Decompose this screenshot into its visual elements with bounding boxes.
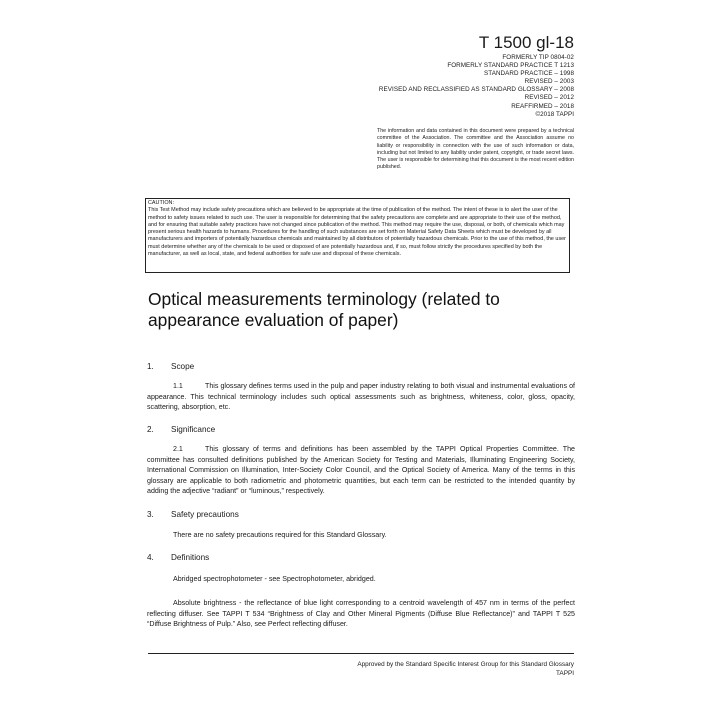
paragraph-number: 2.1 — [173, 445, 183, 453]
caution-text: This Test Method may include safety precautions which are believed to be appropriate at the time of publication of the method. The intent of these is to alert the user of the method to safety issues related to such use. The user is responsible for determining that the safety precautions are complete and are appropriate to their use of the method, and for ensuring that suitable safety practices have not changed since publication of the method. This method may require the use, disposal, or both, of chemicals which may present serious health hazards to humans. Procedures for the handling of such substances are set forth on Material Safety Data Sheets which must be developed by all manufacturers and importers of potentially hazardous chemicals and maintained by all distributors of potentially hazardous chemicals. Prior to the use of this method, the user must determine whether any of the chemicals to be used or disposed of are potentially hazardous and, if so, must follow strictly the procedures specified by both the manufacturer, as well as local, state, and federal authorities for safe use and disposal of these chemicals. — [148, 207, 566, 258]
section-title: Scope — [171, 362, 195, 371]
document-header — [214, 34, 574, 119]
disclaimer-text: The information and data contained in this document were prepared by a technical committee of the Association. The committee and the Association assume no liability or responsibility in connection with the use of such information or data, including but not limited to any liability under patent, copyright, or trade secret laws. The user is responsible for determining that this document is the most recent edition published. — [377, 128, 574, 171]
paragraph-number: 1.1 — [173, 382, 183, 390]
history-line: STANDARD PRACTICE – 1998 — [484, 70, 574, 78]
section-title: Definitions — [171, 553, 210, 562]
footer-divider — [148, 653, 574, 654]
section-number: 4. — [147, 553, 154, 562]
document-number: T 1500 gl-18 — [478, 33, 574, 52]
section-title: Safety precautions — [171, 510, 239, 519]
significance-paragraph — [147, 444, 575, 497]
scope-paragraph — [147, 381, 575, 413]
safety-paragraph: There are no safety precautions required for this Standard Glossary. — [173, 531, 387, 539]
footer-org: TAPPI — [556, 670, 574, 677]
history-line: REVISED – 2012 — [524, 94, 574, 102]
section-heading-definitions — [147, 553, 209, 562]
paragraph-text: This glossary defines terms used in the pulp and paper industry relating to both visual and instrumental evaluations of appearance. This technical terminology includes such optical assessments such as brightness, whiteness, color, gloss, opacity, scattering, absorption, etc. — [147, 382, 575, 412]
caution-box — [145, 198, 570, 273]
history-line: FORMERLY TIP 0804-02 — [502, 54, 574, 61]
section-heading-scope — [147, 362, 194, 371]
definition-entry: Abridged spectrophotometer - see Spectrophotometer, abridged. — [173, 575, 376, 583]
history-line: FORMERLY STANDARD PRACTICE T 1213 — [447, 62, 574, 70]
section-heading-safety — [147, 510, 239, 519]
paragraph-text: This glossary of terms and definitions has been assembled by the TAPPI Optical Properties Committee. The committee has consulted definitions published by the American Society for Testing and Materials, Illuminating Engineering Society, International Commission on Illumination, Inter-Society Color Council, and the Optical Society of America. Many of the terms in this glossary are applicable to both radiometric and photometric quantities, but each term can be restricted to the intended quantity by adding the adjective “radiant” or “luminous,” respectively. — [147, 445, 575, 496]
history-line: REVISED – 2003 — [524, 78, 574, 86]
approval-statement: Approved by the Standard Specific Interest Group for this Standard Glossary — [357, 661, 574, 668]
section-heading-significance — [147, 425, 215, 434]
caution-label: CAUTION: — [148, 200, 174, 206]
section-title: Significance — [171, 425, 216, 434]
history-line: REAFFIRMED – 2018 — [511, 102, 574, 110]
definition-entry: Absolute brightness - the reflectance of blue light corresponding to a centroid wavelength of 457 nm in terms of the perfect reflecting diffuser. See TAPPI T 534 “Brightness of Clay and Other Mineral Pigments (Diffuse Blue Reflectance)” and TAPPI T 525 “Diffuse Brightness of Pulp.” Also, see Perfect reflecting diffuser. — [147, 599, 575, 629]
copyright-line: ©2018 TAPPI — [535, 110, 574, 118]
history-line: REVISED AND RECLASSIFIED AS STANDARD GLOSSARY – 2008 — [378, 86, 574, 94]
page-footer — [174, 660, 574, 678]
document-title: Optical measurements terminology (related to appearance evaluation of paper) — [148, 289, 500, 330]
section-number: 2. — [147, 425, 154, 434]
section-number: 3. — [147, 510, 154, 519]
section-number: 1. — [147, 362, 154, 371]
